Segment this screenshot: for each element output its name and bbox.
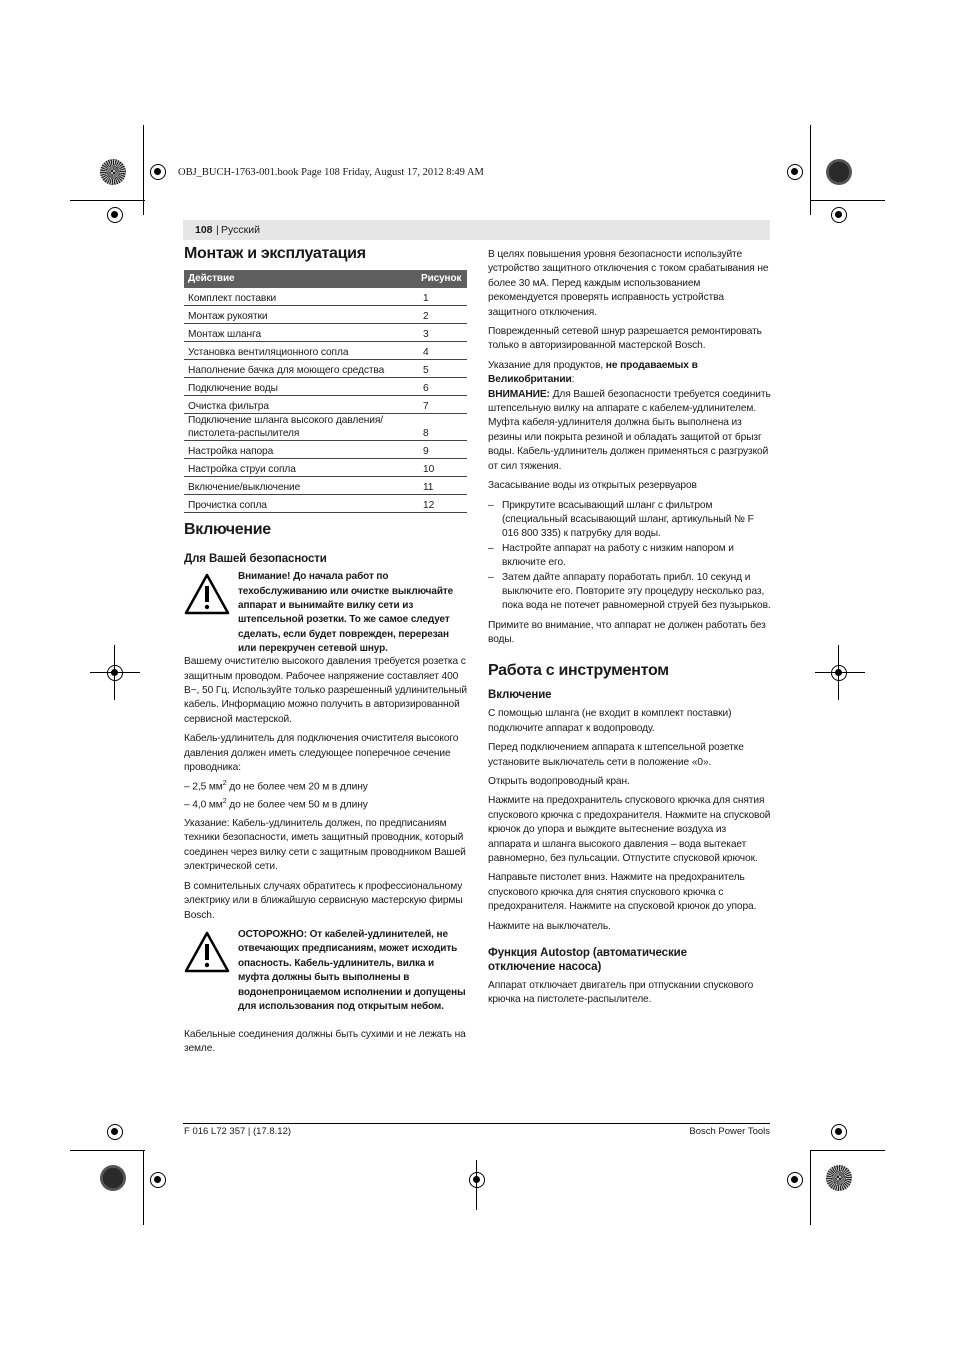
attention-paragraph: ВНИМАНИЕ: Для Вашей безопасности требуется соединить штепсельную вилку на аппарате с кабелем-удлинителем. Муфта кабеля-удлинителя должна быть выполнена из резины или покрыта резиной и обладать защитой от брызг воды. Кабель-удлинитель должен применяться с разгрузкой от сил тяжения. — [488, 388, 771, 472]
action-cell: Монтаж шланга — [184, 324, 417, 342]
crop-mark — [810, 200, 885, 201]
cable-size-item: – 2,5 $мм^2$ до не более чем 20 м в длину — [184, 780, 368, 793]
crop-mark — [810, 125, 811, 215]
action-cell: Прочистка сопла — [184, 495, 417, 513]
section-title: Включение — [184, 521, 271, 539]
color-calibration-icon — [826, 159, 852, 185]
registration-mark-icon — [787, 164, 803, 180]
paragraph: Кабель-удлинитель для подключения очистителя высокого давления должен иметь следующее поперечное сечение проводника: — [184, 733, 459, 774]
crop-mark — [70, 1150, 145, 1151]
registration-mark-icon — [107, 207, 123, 223]
figure-cell: 6 — [417, 378, 467, 396]
right-column — [488, 248, 771, 1013]
table-row — [184, 459, 467, 477]
left-column — [184, 247, 467, 1062]
table-row — [184, 477, 467, 495]
page-header — [183, 220, 770, 240]
crop-mark — [143, 125, 144, 215]
note-paragraph: Указание для продуктов, не продаваемых в Великобритании: — [488, 359, 698, 386]
color-calibration-icon — [826, 1165, 852, 1191]
registration-mark-icon — [787, 1172, 803, 1188]
table-row — [184, 396, 467, 414]
warning-block — [184, 570, 467, 655]
paragraph: Нажмите на выключатель. — [488, 920, 611, 932]
crop-mark — [143, 1150, 144, 1225]
color-calibration-icon — [100, 1165, 126, 1191]
paragraph: Указание: Кабель-удлинитель должен, по предписаниям техники безопасности, иметь защитный проводник, который соединен через вилку сети с защитным проводником Вашей электрической сети. — [184, 818, 466, 873]
table-row — [184, 342, 467, 360]
action-cell: Комплект поставки — [184, 288, 417, 306]
crop-mark — [810, 1150, 811, 1225]
action-cell: Подключение воды — [184, 378, 417, 396]
header-divider: | — [216, 224, 219, 236]
action-cell: Очистка фильтра — [184, 396, 417, 414]
figure-cell: 4 — [417, 342, 467, 360]
paragraph: Засасывание воды из открытых резервуаров — [488, 480, 697, 492]
registration-mark-icon — [469, 1172, 485, 1188]
subsection-title: Включение — [488, 688, 552, 701]
table-row — [184, 378, 467, 396]
crop-mark — [838, 645, 839, 700]
registration-mark-icon — [831, 207, 847, 223]
crop-mark — [476, 1160, 477, 1210]
paragraph: Вашему очистителю высокого давления требуется розетка с защитным проводом. Рабочее напряжение составляет 400 В~, 50 Гц. Используйте только разрешенный удлинительный кабель. Информацию можно получить в авторизированной сервисной мастерской. — [184, 656, 467, 725]
warning-triangle-icon — [184, 931, 230, 973]
figure-cell: 5 — [417, 360, 467, 378]
subsection-title: Функция Autostop (автоматические отключение насоса) — [488, 947, 687, 974]
table-header-figure: Рисунок — [417, 270, 467, 288]
action-cell: Установка вентиляционного сопла — [184, 342, 417, 360]
page-number: 108 — [195, 224, 213, 236]
warning-block — [184, 928, 467, 1028]
operations-table — [184, 270, 467, 513]
header-language: Русский — [221, 224, 260, 236]
paragraph: Открыть водопроводный кран. — [488, 776, 630, 787]
paragraph: Поврежденный сетевой шнур разрешается ремонтировать только в авторизированной мастерской Bosch. — [488, 326, 762, 352]
crop-mark — [90, 672, 140, 673]
registration-mark-icon — [150, 1172, 166, 1188]
action-cell: Включение/выключение — [184, 477, 417, 495]
figure-cell: 11 — [417, 477, 467, 495]
section-title: Монтаж и эксплуатация — [184, 245, 366, 262]
table-row — [184, 324, 467, 342]
crop-mark — [70, 200, 145, 201]
table-row — [184, 306, 467, 324]
paragraph: Кабельные соединения должны быть сухими и не лежать на земле. — [184, 1028, 466, 1055]
paragraph: Нажмите на предохранитель спускового крючка для снятия спускового крючка с предохранителя. Нажмите на спусковой крючок до упора и выждите вытеснение воздуха из аппарата и шланга высокого давления – вода вытекает равномерно, без пульсации. Отпустите спусковой крючок. — [488, 795, 771, 865]
footer-brand: Bosch Power Tools — [689, 1126, 770, 1137]
action-cell: Монтаж рукоятки — [184, 306, 417, 324]
footer-rule — [183, 1123, 770, 1124]
paragraph: С помощью шланга (не входит в комплект поставки) подключите аппарат к водопроводу. — [488, 708, 732, 734]
crop-mark — [810, 1150, 885, 1151]
cable-size-item: – 4,0 $мм^2$ до не более чем 50 м в длину — [184, 798, 368, 811]
action-cell: Настройка струи сопла — [184, 459, 417, 477]
warning-triangle-icon — [184, 573, 230, 615]
list-item: – Затем дайте аппарату поработать прибл. 10 секунд и выключите его. Повторите эту процедуру несколько раз, пока вода не потечет равномерной струей без пузырьков. — [488, 571, 771, 614]
table-row — [184, 495, 467, 513]
paragraph: Перед подключением аппарата к штепсельной розетке установите выключатель сети в положение «0». — [488, 742, 744, 768]
paragraph: В целях повышения уровня безопасности используйте устройство защитного отключения с током срабатывания не более 30 мА. Перед каждым использованием рекомендуется проверять исправность устройства защитного отключения. — [488, 249, 769, 318]
crop-mark — [114, 645, 115, 700]
registration-mark-icon — [107, 665, 123, 681]
print-meta: OBJ_BUCH-1763-001.book Page 108 Friday, August 17, 2012 8:49 AM — [178, 167, 484, 178]
crop-mark — [815, 672, 865, 673]
paragraph: Направьте пистолет вниз. Нажмите на предохранитель спускового крючка для снятия спускового крючка с предохранителя. Нажмите на спусковой крючок до упора. — [488, 872, 757, 913]
subsection-title: Для Вашей безопасности — [184, 552, 327, 565]
action-cell: Подключение шланга высокого давления/ пистолета-распылителя — [184, 414, 417, 441]
figure-cell: 3 — [417, 324, 467, 342]
paragraph: Примите во внимание, что аппарат не должен работать без воды. — [488, 619, 766, 646]
figure-cell: 7 — [417, 396, 467, 414]
figure-cell: 2 — [417, 306, 467, 324]
section-title: Работа с инструментом — [488, 661, 669, 679]
table-row — [184, 414, 467, 441]
figure-cell: 1 — [417, 288, 467, 306]
action-cell: Наполнение бачка для моющего средства — [184, 360, 417, 378]
color-calibration-icon — [100, 159, 126, 185]
warning-text: ОСТОРОЖНО: От кабелей-удлинителей, не отвечающих предписаниям, может исходить опасность. Кабель-удлинитель, вилка и муфта должны быть выполнены в водонепроницаемом исполнении и допущены для использования под открытым небом. — [238, 928, 466, 1012]
table-row — [184, 441, 467, 459]
figure-cell: 9 — [417, 441, 467, 459]
table-row — [184, 288, 467, 306]
table-row — [184, 360, 467, 378]
list-item: – Настройте аппарат на работу с низким напором и включите его. — [488, 542, 771, 571]
figure-cell: 10 — [417, 459, 467, 477]
figure-cell: 12 — [417, 495, 467, 513]
paragraph: Аппарат отключает двигатель при отпускании спускового крючка на пистолете-распылителе. — [488, 979, 754, 1006]
paragraph: В сомнительных случаях обратитесь к профессиональному электрику или в ближайшую сервисную мастерскую фирмы Bosch. — [184, 880, 463, 921]
registration-mark-icon — [107, 1124, 123, 1140]
registration-mark-icon — [831, 665, 847, 681]
figure-cell: 8 — [417, 414, 467, 441]
warning-text: Внимание! До начала работ по техобслуживанию или очистке выключайте аппарат и вынимайте вилку сети из штепсельной розетки. То же самое следует сделать, если будет поврежден, перерезан или перекручен сетевой шнур. — [238, 571, 454, 655]
table-header-action: Действие — [184, 270, 417, 288]
registration-mark-icon — [831, 1124, 847, 1140]
registration-mark-icon — [150, 164, 166, 180]
list-item: – Прикрутите всасывающий шланг с фильтром (специальный всасывающий шланг, артикульный № F 016 800 335) к патрубку для воды. — [488, 499, 771, 542]
footer-doc-number: F 016 L72 357 | (17.8.12) — [184, 1126, 292, 1137]
action-cell: Настройка напора — [184, 441, 417, 459]
steps-list — [488, 499, 771, 614]
